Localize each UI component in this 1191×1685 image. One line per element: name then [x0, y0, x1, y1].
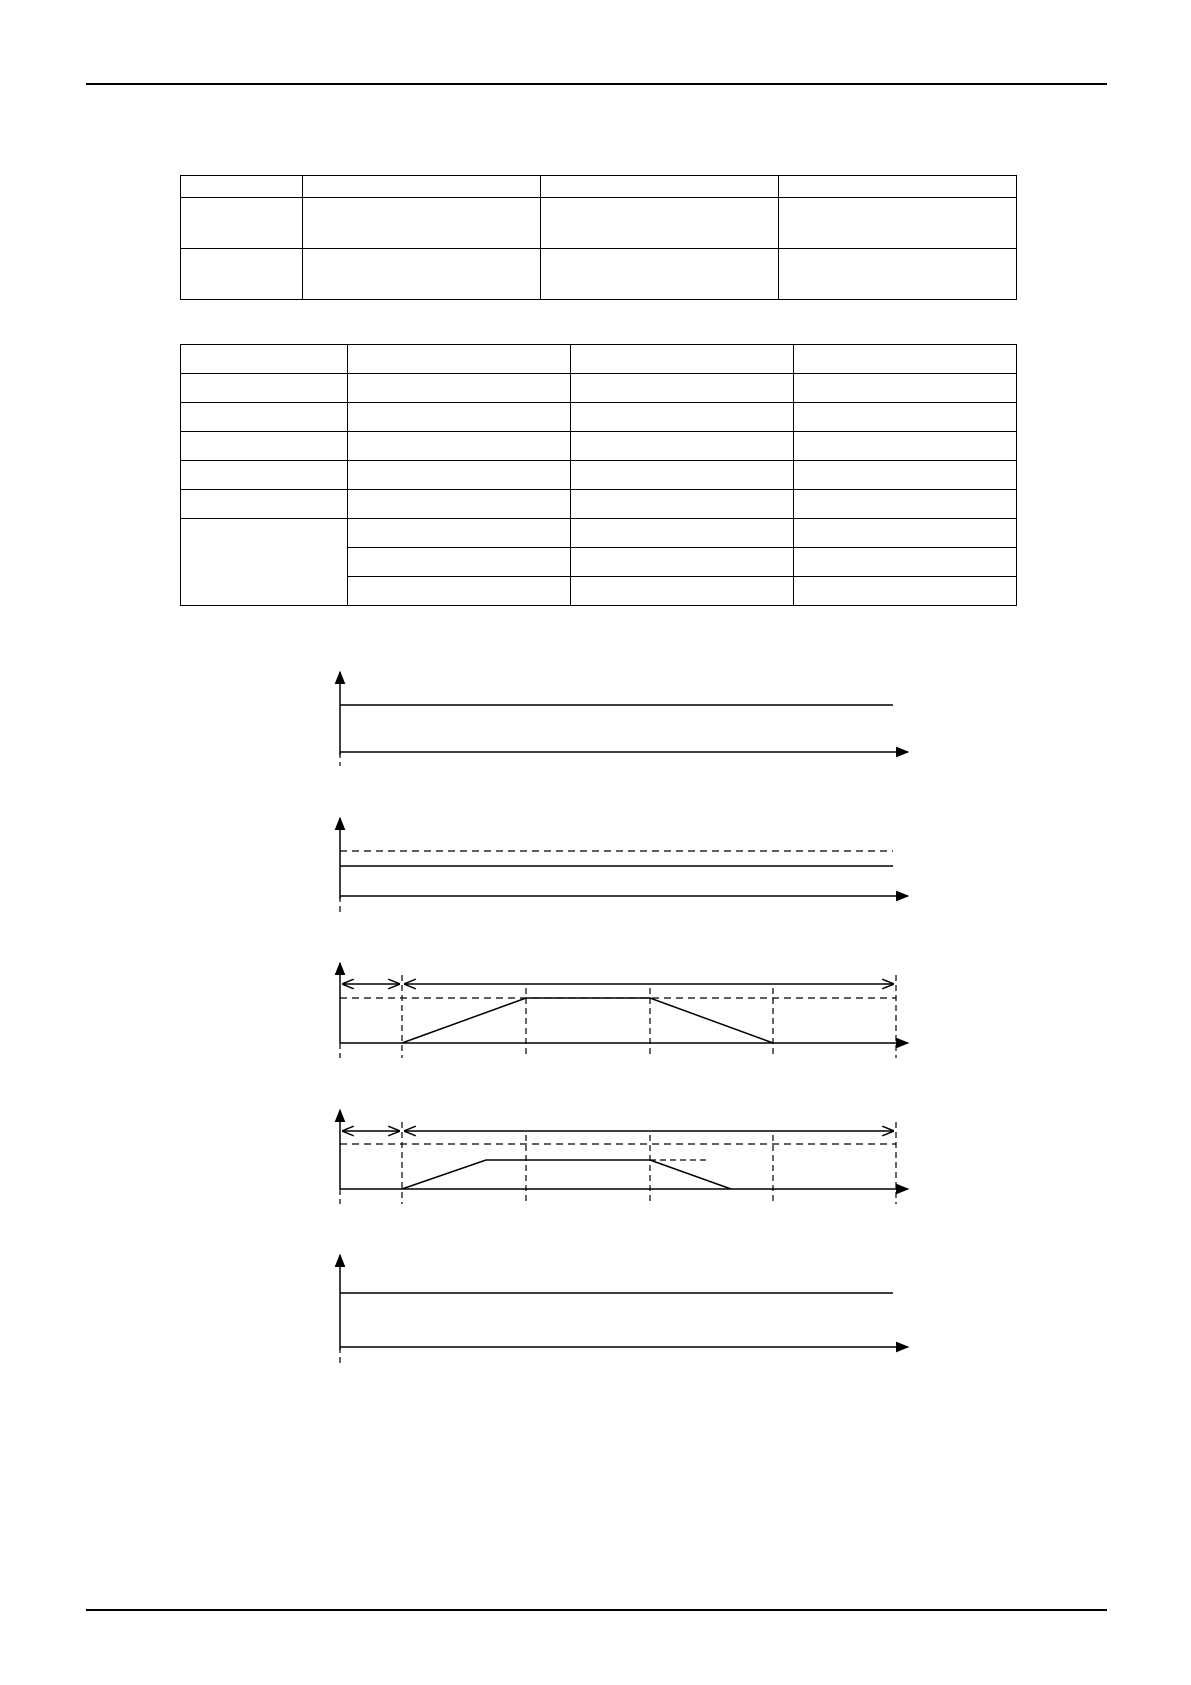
timing-diagram-3 [340, 963, 908, 1058]
footer-rule [86, 1609, 1107, 1611]
timing-diagram-1 [340, 672, 908, 766]
timing-diagram-5 [340, 1255, 908, 1363]
timing-diagram-4 [340, 1110, 908, 1204]
timing-diagram-2 [340, 818, 908, 912]
ramp-profile [402, 998, 773, 1043]
ramp-profile [402, 1160, 731, 1189]
